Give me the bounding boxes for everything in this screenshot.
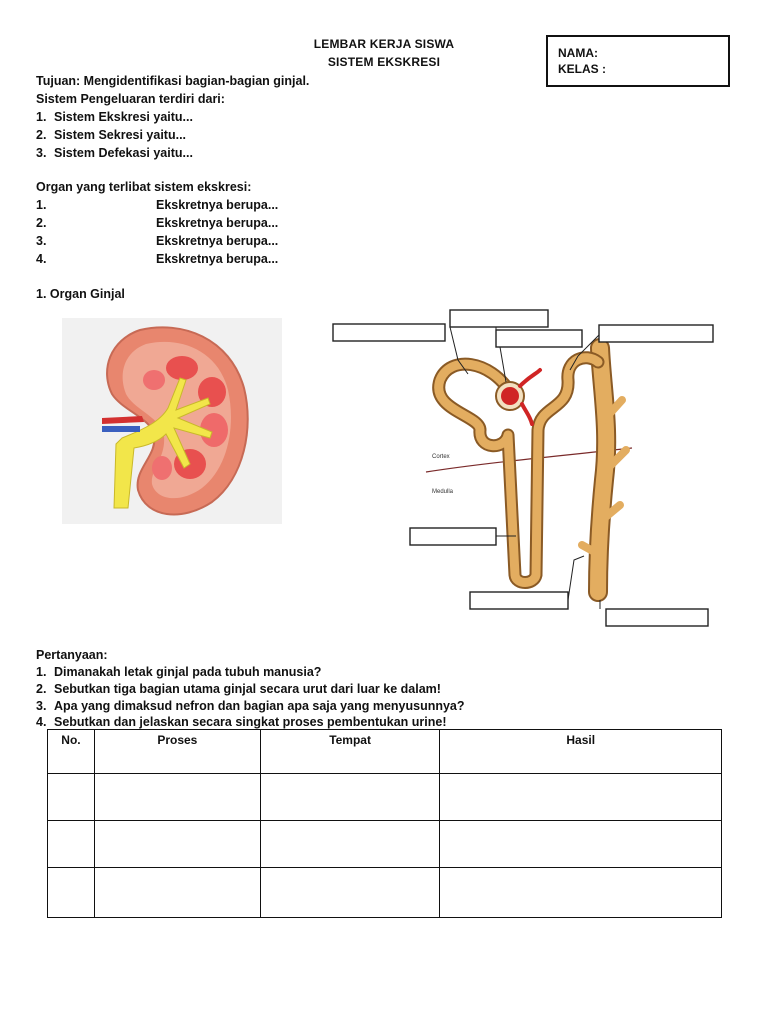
list-item: 4. Ekskretnya berupa... (36, 252, 279, 266)
list-item: 1. Dimanakah letak ginjal pada tubuh manusia? (36, 665, 322, 679)
column-header-no: No. (48, 730, 95, 774)
label-box[interactable] (333, 324, 445, 341)
organs-heading: Organ yang terlibat sistem ekskresi: (36, 180, 252, 194)
questions-heading: Pertanyaan: (36, 648, 108, 662)
table-row (48, 821, 722, 868)
objective-text: Tujuan: Mengidentifikasi bagian-bagian ginjal. (36, 74, 310, 88)
table-cell[interactable] (48, 821, 95, 868)
renal-vein (102, 426, 140, 432)
column-header-hasil: Hasil (440, 730, 722, 774)
table-cell[interactable] (48, 774, 95, 821)
class-label: KELAS : (558, 62, 606, 76)
list-item: 2. Sebutkan tiga bagian utama ginjal secara urut dari luar ke dalam! (36, 682, 441, 696)
glomerulus (501, 387, 519, 405)
list-item: 2. Sistem Sekresi yaitu... (36, 128, 187, 142)
label-box[interactable] (410, 528, 496, 545)
column-header-proses: Proses (94, 730, 260, 774)
list-item: 1. Ekskretnya berupa... (36, 198, 279, 212)
label-box[interactable] (599, 325, 713, 342)
list-item: 3. Sistem Defekasi yaitu... (36, 146, 193, 160)
kidney-section-heading: 1. Organ Ginjal (36, 287, 125, 301)
table-cell[interactable] (48, 868, 95, 918)
table-cell[interactable] (94, 774, 260, 821)
kidney-cross-section-illustration (62, 318, 282, 524)
pointer-line (568, 556, 584, 600)
renal-pyramid (166, 356, 198, 380)
table-cell[interactable] (440, 868, 722, 918)
urine-formation-table (47, 729, 722, 918)
renal-pyramid (152, 456, 172, 480)
list-item: 3. Ekskretnya berupa... (36, 234, 279, 248)
excretion-system-heading: Sistem Pengeluaran terdiri dari: (36, 92, 225, 106)
table-row (48, 868, 722, 918)
label-box[interactable] (450, 310, 548, 327)
table-header-row (48, 730, 722, 774)
label-box[interactable] (496, 330, 582, 347)
column-header-tempat: Tempat (260, 730, 440, 774)
cortex-label: Cortex (432, 454, 450, 460)
table-cell[interactable] (440, 774, 722, 821)
table-cell[interactable] (260, 774, 440, 821)
medulla-label: Medulla (432, 489, 454, 495)
label-box[interactable] (470, 592, 568, 609)
table-cell[interactable] (260, 821, 440, 868)
table-cell[interactable] (94, 868, 260, 918)
table-cell[interactable] (94, 821, 260, 868)
list-item: 4. Sebutkan dan jelaskan secara singkat proses pembentukan urine! (36, 715, 447, 729)
renal-pyramid (143, 370, 165, 390)
table-cell[interactable] (440, 821, 722, 868)
worksheet-subtitle: SISTEM EKSKRESI (327, 55, 441, 69)
table-cell[interactable] (260, 868, 440, 918)
nephron-diagram (330, 300, 730, 635)
name-label: NAMA: (558, 46, 598, 60)
list-item: 2. Ekskretnya berupa... (36, 216, 279, 230)
list-item: 1. Sistem Ekskresi yaitu... (36, 110, 193, 124)
table-row (48, 774, 722, 821)
name-class-box (546, 35, 730, 87)
list-item: 3. Apa yang dimaksud nefron dan bagian apa saja yang menyusunnya? (36, 699, 465, 713)
label-box[interactable] (606, 609, 708, 626)
worksheet-title: LEMBAR KERJA SISWA (313, 37, 455, 51)
